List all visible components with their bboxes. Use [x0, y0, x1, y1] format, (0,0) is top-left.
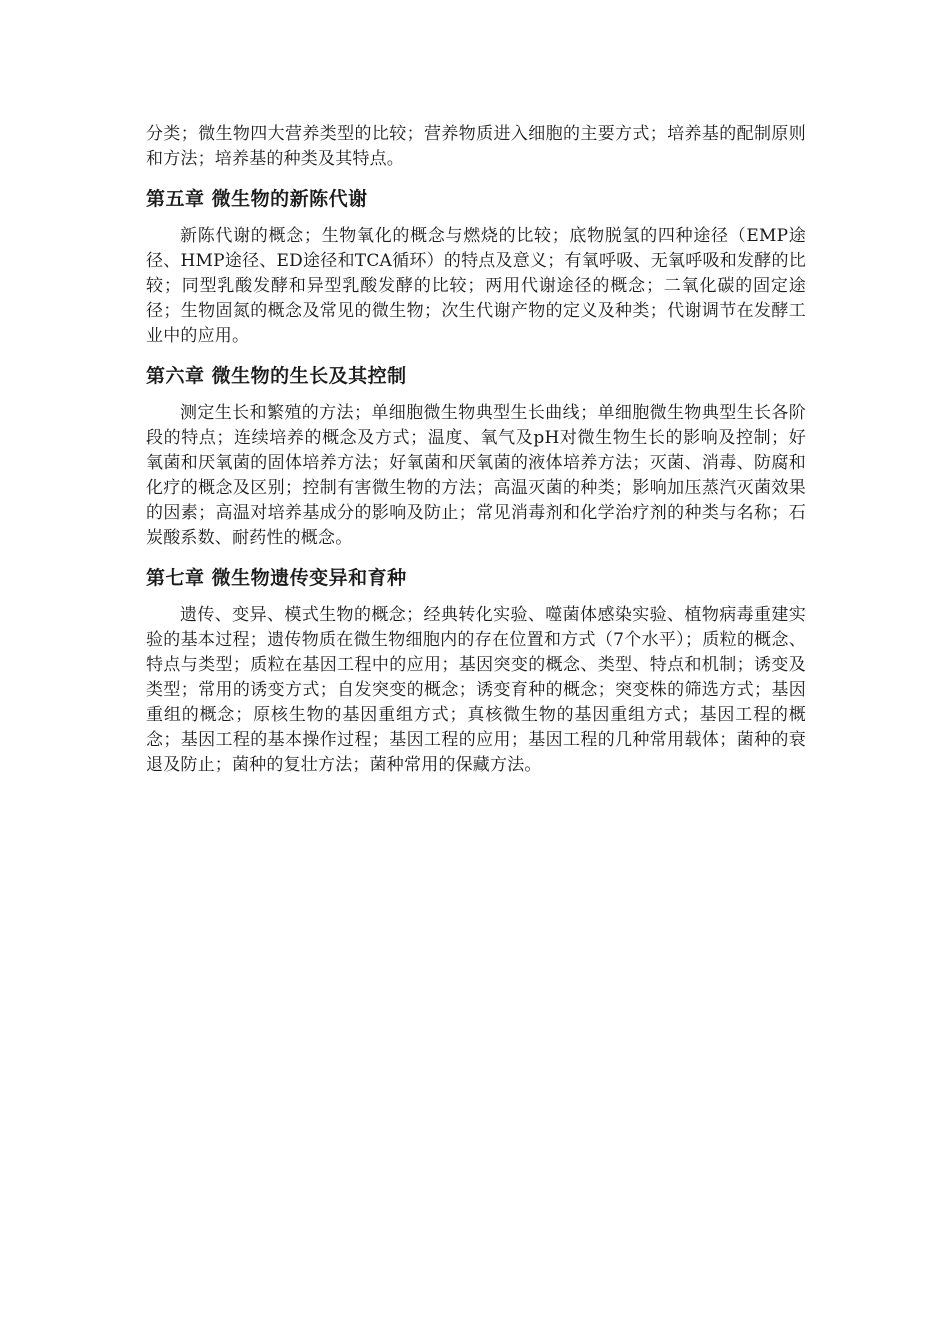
- chapter-7-body: 遗传、变异、模式生物的概念；经典转化实验、噬菌体感染实验、植物病毒重建实验的基本过程；遗传物质在微生物细胞内的存在位置和方式（7个水平）；质粒的概念、特点与类型；质粒在基因工程中的应用；基因突变的概念、类型、特点和机制；诱变及类型；常用的诱变方式；自发突变的概念；诱变育种的概念；突变株的筛选方式；基因重组的概念；原核生物的基因重组方式；真核微生物的基因重组方式；基因工程的概念；基因工程的基本操作过程；基因工程的应用；基因工程的几种常用载体；菌种的衰退及防止；菌种的复壮方法；菌种常用的保藏方法。: [146, 605, 806, 775]
- chapter-7-heading: 第七章 微生物遗传变异和育种: [146, 567, 407, 589]
- chapter-5-body: 新陈代谢的概念；生物氧化的概念与燃烧的比较；底物脱氢的四种途径（EMP途径、HMP途径、ED途径和TCA循环）的特点及意义；有氧呼吸、无氧呼吸和发酵的比较；同型乳酸发酵和异型乳酸发酵的比较；两用代谢途径的概念；二氧化碳的固定途径；生物固氮的概念及常见的微生物；次生代谢产物的定义及种类；代谢调节在发酵工业中的应用。: [146, 226, 806, 346]
- intro-paragraph: 分类；微生物四大营养类型的比较；营养物质进入细胞的主要方式；培养基的配制原则和方法；培养基的种类及其特点。: [146, 124, 806, 169]
- chapter-6-heading: 第六章 微生物的生长及其控制: [146, 365, 407, 387]
- chapter-5-heading: 第五章 微生物的新陈代谢: [146, 188, 368, 210]
- document-page: [146, 122, 806, 778]
- chapter-5-section: [146, 186, 806, 349]
- chapter-6-section: [146, 363, 806, 551]
- chapter-7-section: [146, 565, 806, 778]
- chapter-6-body: 测定生长和繁殖的方法；单细胞微生物典型生长曲线；单细胞微生物典型生长各阶段的特点；连续培养的概念及方式；温度、氧气及pH对微生物生长的影响及控制；好氧菌和厌氧菌的固体培养方法；好氧菌和厌氧菌的液体培养方法；灭菌、消毒、防腐和化疗的概念及区别；控制有害微生物的方法；高温灭菌的种类；影响加压蒸汽灭菌效果的因素；高温对培养基成分的影响及防止；常见消毒剂和化学治疗剂的种类与名称；石炭酸系数、耐药性的概念。: [146, 403, 806, 548]
